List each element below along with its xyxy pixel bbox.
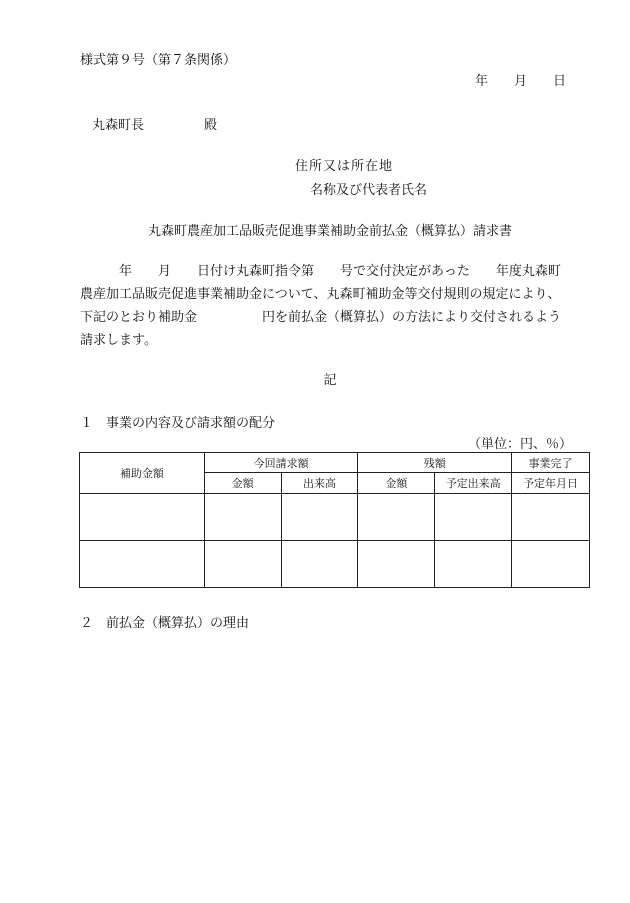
section-2-heading: ２ 前払金（概算払）の理由 <box>80 616 250 631</box>
section-1-heading: １ 事業の内容及び請求額の配分 <box>80 416 276 431</box>
subheader-amount-2: 金額 <box>358 473 435 493</box>
table-cell[interactable] <box>80 493 205 540</box>
header-completion-top: 事業完了 <box>512 453 590 473</box>
body-line-2: 農産加工品販売促進事業補助金について、丸森町補助金等交付規則の規定により、 <box>80 287 561 302</box>
table-cell[interactable] <box>435 540 512 587</box>
table-cell[interactable] <box>512 493 590 540</box>
header-current-request: 今回請求額 <box>204 453 358 473</box>
header-remaining: 残額 <box>358 453 512 473</box>
subheader-amount-1: 金額 <box>204 473 281 493</box>
table-cell[interactable] <box>358 493 435 540</box>
header-subsidy-amount: 補助金額 <box>80 453 205 494</box>
document-title: 丸森町農産加工品販売促進事業補助金前払金（概算払）請求書 <box>147 224 512 239</box>
applicant-name-label: 名称及び代表者氏名 <box>310 183 428 198</box>
applicant-address-label: 住所又は所在地 <box>295 159 394 174</box>
body-line-4: 請求します。 <box>80 333 157 348</box>
table-cell[interactable] <box>435 493 512 540</box>
header-completion-bottom: 予定年月日 <box>512 473 590 493</box>
form-number: 様式第９号（第７条関係） <box>80 53 237 68</box>
ki-heading: 記 <box>323 373 337 388</box>
table-header-row-1 <box>80 453 590 473</box>
table-cell[interactable] <box>80 540 205 587</box>
date-month-label: 月 <box>514 74 528 89</box>
table-cell[interactable] <box>281 493 358 540</box>
date-day-label: 日 <box>553 74 567 89</box>
body-line-3: 下記のとおり補助金 円を前払金（概算払）の方法により交付されるよう <box>80 310 562 325</box>
subheader-progress: 出来高 <box>281 473 358 493</box>
addressee-honorific: 殿 <box>204 118 218 133</box>
table-row <box>80 540 590 587</box>
date-year-label: 年 <box>475 74 489 89</box>
body-line-1: 年 月 日付け丸森町指令第 号で交付決定があった 年度丸森町 <box>80 264 561 279</box>
table-cell[interactable] <box>204 493 281 540</box>
date-line <box>475 70 566 89</box>
table-cell[interactable] <box>512 540 590 587</box>
addressee-name: 丸森町長 <box>92 118 145 133</box>
body-paragraph <box>80 260 590 352</box>
unit-note: （単位：円、％） <box>467 437 572 452</box>
subheader-planned-progress: 予定出来高 <box>435 473 512 493</box>
allocation-table <box>79 452 590 588</box>
table-cell[interactable] <box>204 540 281 587</box>
addressee <box>92 114 217 133</box>
table-row <box>80 493 590 540</box>
table-cell[interactable] <box>281 540 358 587</box>
table-cell[interactable] <box>358 540 435 587</box>
